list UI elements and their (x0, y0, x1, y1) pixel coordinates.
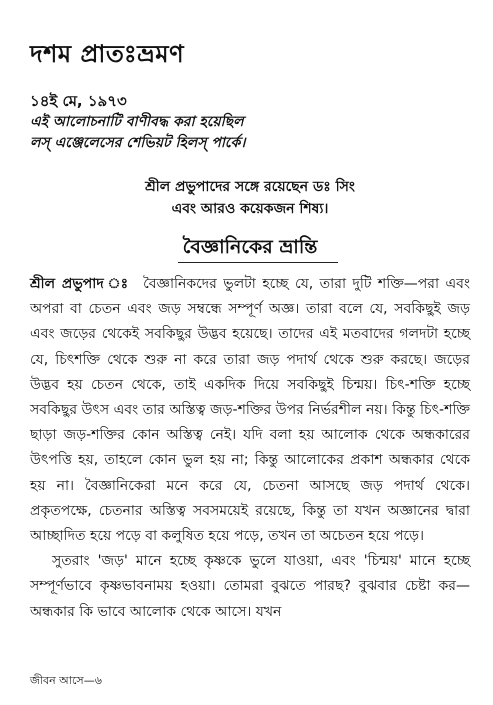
heading-underline (178, 262, 338, 263)
body-text (30, 272, 470, 625)
attendees-line-1: শ্রীল প্রভুপাদের সঙ্গে রয়েছেন ডঃ সিং (145, 179, 355, 195)
chapter-title: দশম প্রাতঃভ্রমণ (30, 40, 185, 68)
speaker-label: শ্রীল প্রভুপাদ ঃ (30, 276, 131, 292)
recording-note: এই আলোচনাটি বাণীবদ্ধ করা হয়েছিল (30, 114, 244, 130)
paragraph-2: সুতরাং 'জড়' মানে হচ্ছে কৃষ্ণকে ভুলে যাওয়া, এবং 'চিন্ময়' মানে হচ্ছে সম্পূর্ণভাবে কৃষ্ণভাবনাময় হওয়া। তোমরা বুঝতে পারছ? বুঝবার চেষ্টা কর—অন্ধকার কি ভাবে আলোক থেকে আসে। যখন (30, 553, 470, 620)
recording-location: লস্ এঞ্জেলেসের শেভিয়ট হিলস্ পার্কে। (30, 135, 246, 151)
attendees-line-2: এবং আরও কয়েকজন শিষ্য। (171, 201, 329, 217)
paragraph-1 (30, 272, 470, 549)
paragraph-1-text: বৈজ্ঞানিকদের ভুলটা হচ্ছে যে, তারা দুটি শক্তি—পরা এবং অপরা বা চেতন এবং জড় সম্বন্ধে সম্পূর্ণ অজ্ঞ। তারা বলে যে, সবকিছুই জড় এবং জড়ের থেকেই সবকিছুর উদ্ভব হয়েছে। তাদের এই মতবাদের গলদটা হচ্ছে যে, চিৎশক্তি থেকে শুরু না করে তারা জড় পদার্থ থেকে শুরু করছে। জড়ের উদ্ভব হয় চেতন থেকে, তাই একদিক দিয়ে সবকিছুই চিন্ময়। চিৎ-শক্তি হচ্ছে সবকিছুর উৎস এবং তার অস্তিত্ব জড়-শক্তির উপর নির্ভরশীল নয়। কিন্তু চিৎ-শক্তি ছাড়া জড়-শক্তির কোন অস্তিত্ব নেই। যদি বলা হয় আলোক থেকে অন্ধকারের উৎপত্তি হয়, তাহলে কোন ভুল হয় না; কিন্তু আলোকের প্রকাশ অন্ধকার থেকে হয় না। বৈজ্ঞানিকেরা মনে করে যে, চেতনা আসছে জড় পদার্থ থেকে। প্রকৃতপক্ষে, চেতনার অস্তিত্ব সবসময়েই রয়েছে, কিন্তু তা যখন অজ্ঞানের দ্বারা আচ্ছাদিত হয়ে পড়ে বা কলুষিত হয়ে পড়ে, তখন তা অচেতন হয়ে পড়ে। (30, 276, 470, 545)
section-heading: বৈজ্ঞানিকের ভ্রান্তি (182, 236, 318, 258)
recording-date: ১৪ই মে, ১৯৭৩ (30, 92, 127, 110)
attendees-note (30, 176, 470, 220)
page-footer: জীবন আসে—৬ (30, 674, 102, 687)
recording-info (30, 90, 470, 154)
